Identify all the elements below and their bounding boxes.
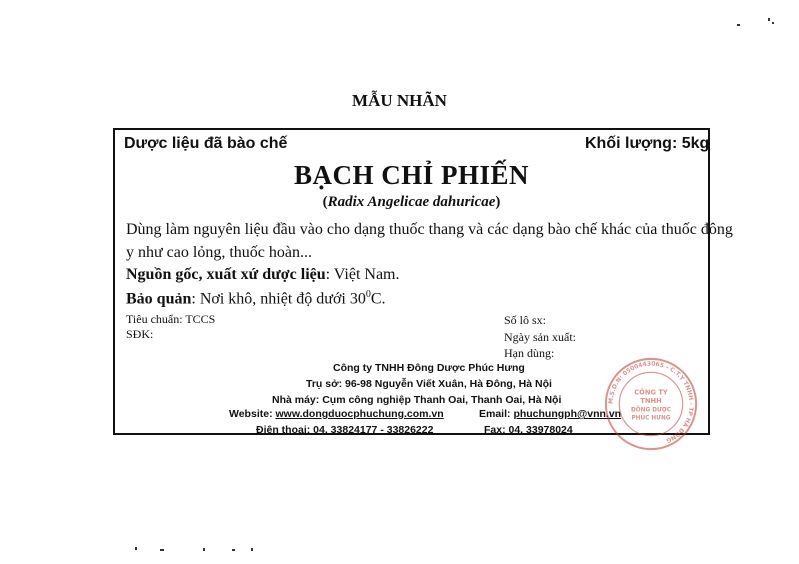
weight-text: Khối lượng: 5kg [585, 135, 710, 152]
batch-number-text: Số lô sx: [504, 313, 547, 327]
seal-line-3: ĐÔNG DƯỢC [630, 407, 672, 414]
company-seal-stamp [603, 356, 699, 452]
seal-line-1: CÔNG TY [634, 388, 668, 397]
category-text: Dược liệu đã bào chế [124, 135, 288, 152]
latin-name-text: Radix Angelicae dahuricae [327, 194, 496, 210]
latin-close: ) [495, 194, 501, 210]
company-name: Công ty TNHH Đông Dược Phúc Hưng [333, 362, 525, 374]
standard-text: Tiêu chuẩn: TCCS [126, 312, 216, 326]
scan-speck [135, 547, 137, 550]
factory-value: : Cụm công nghiệp Thanh Oai, Thanh Oai, Hà Nội [315, 394, 562, 406]
scan-speck [203, 548, 205, 551]
origin-label: Nguồn gốc, xuất xứ dược liệu [126, 266, 326, 283]
expiry-date-text: Hạn dùng: [504, 346, 555, 360]
seal-line-4: PHÚC HƯNG [631, 415, 671, 422]
scan-speck [232, 549, 235, 551]
email-line [479, 408, 621, 420]
website-label: Website: [229, 408, 276, 420]
storage-value: : Nơi khô, nhiệt độ dưới 30 [191, 290, 366, 308]
website-line [229, 408, 444, 420]
origin-value: : Việt Nam. [325, 266, 400, 283]
manufacture-date-text: Ngày sản xuất: [504, 330, 576, 344]
storage-unit: C. [370, 290, 386, 308]
factory-label: Nhà máy [272, 394, 316, 406]
scan-speck [768, 18, 770, 21]
usage-line-2: y như cao lỏng, thuốc hoàn... [126, 244, 312, 261]
factory-line [272, 394, 561, 406]
seal-ring-text: M.S.D.N: 0500443065 - C.T.Y TNHH - TP HÀ ĐÔNG [607, 360, 695, 445]
usage-line-1: Dùng làm nguyên liệu đầu vào cho dạng thuốc thang và các dạng bào chế khác của thuốc đông [126, 221, 733, 238]
fax-line: Fax: 04. 33978024 [484, 424, 573, 436]
scan-speck [160, 549, 164, 551]
storage-degree: 0 [365, 289, 371, 300]
email-label: Email: [479, 408, 514, 420]
website-link[interactable]: www.dongduocphuchung.com.vn [275, 408, 444, 420]
hq-value: : 96-98 Nguyễn Viết Xuân, Hà Đông, Hà Nội [338, 378, 552, 390]
origin-line [126, 266, 399, 284]
page-heading: MẪU NHÃN [352, 91, 447, 110]
storage-label: Bảo quản [126, 290, 192, 308]
scan-speck [772, 22, 774, 24]
latin-name [113, 194, 710, 211]
email-link[interactable]: phuchungph@vnn.vn [513, 408, 622, 420]
latin-open: ( [322, 194, 328, 210]
headquarters-line [306, 378, 552, 390]
product-name: BẠCH CHỈ PHIẾN [293, 160, 530, 190]
hq-label: Trụ sở [306, 378, 339, 390]
seal-line-2: TNHH [640, 397, 662, 406]
scan-speck [737, 24, 740, 26]
scan-speck [251, 548, 253, 551]
phone-line: Điện thoại: 04. 33824177 - 33826222 [256, 424, 434, 436]
storage-line [126, 289, 386, 308]
registration-text: SĐK: [126, 327, 154, 341]
